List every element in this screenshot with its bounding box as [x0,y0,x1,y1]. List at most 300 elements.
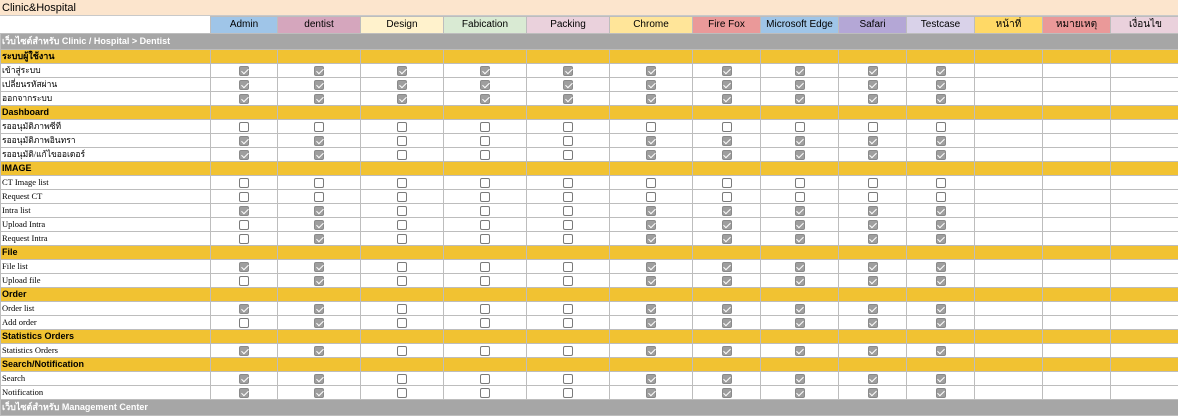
checkbox-unchecked[interactable] [563,150,573,160]
matrix-cell[interactable] [907,148,975,162]
group-cell[interactable] [527,106,610,120]
matrix-cell[interactable] [1111,344,1178,358]
column-header[interactable]: Fabication [444,17,527,34]
checkbox-unchecked[interactable] [563,262,573,272]
matrix-cell[interactable] [693,218,761,232]
column-header[interactable]: Admin [211,17,278,34]
matrix-cell[interactable] [610,148,693,162]
group-cell[interactable] [278,330,361,344]
checkbox-checked[interactable] [314,150,324,160]
checkbox-checked[interactable] [314,80,324,90]
group-cell[interactable] [907,330,975,344]
checkbox-unchecked[interactable] [480,220,490,230]
checkbox-checked[interactable] [868,346,878,356]
group-cell[interactable] [444,50,527,64]
matrix-cell[interactable] [1043,260,1111,274]
group-cell[interactable] [211,162,278,176]
matrix-cell[interactable] [839,344,907,358]
group-cell[interactable] [693,50,761,64]
matrix-cell[interactable] [839,316,907,330]
matrix-cell[interactable] [278,386,361,400]
matrix-cell[interactable] [1043,190,1111,204]
checkbox-checked[interactable] [868,150,878,160]
matrix-cell[interactable] [761,148,839,162]
matrix-cell[interactable] [761,78,839,92]
checkbox-checked[interactable] [314,318,324,328]
matrix-cell[interactable] [1043,232,1111,246]
checkbox-checked[interactable] [795,374,805,384]
group-cell[interactable] [1043,162,1111,176]
column-header[interactable]: Safari [839,17,907,34]
checkbox-unchecked[interactable] [480,304,490,314]
group-cell[interactable] [361,288,444,302]
checkbox-unchecked[interactable] [480,318,490,328]
matrix-cell[interactable] [1111,316,1178,330]
group-cell[interactable] [693,106,761,120]
group-cell[interactable] [761,246,839,260]
checkbox-unchecked[interactable] [397,150,407,160]
matrix-cell[interactable] [1043,302,1111,316]
group-cell[interactable] [975,330,1043,344]
checkbox-checked[interactable] [936,374,946,384]
checkbox-checked[interactable] [722,276,732,286]
checkbox-checked[interactable] [397,94,407,104]
checkbox-unchecked[interactable] [795,192,805,202]
matrix-cell[interactable] [1043,344,1111,358]
matrix-cell[interactable] [975,120,1043,134]
feature-name[interactable]: Order list [1,302,211,316]
matrix-cell[interactable] [444,176,527,190]
checkbox-checked[interactable] [239,346,249,356]
checkbox-checked[interactable] [722,374,732,384]
matrix-cell[interactable] [1043,218,1111,232]
group-cell[interactable] [1111,50,1178,64]
checkbox-unchecked[interactable] [563,192,573,202]
group-cell[interactable] [1111,330,1178,344]
group-cell[interactable] [610,246,693,260]
matrix-cell[interactable] [839,78,907,92]
checkbox-unchecked[interactable] [646,178,656,188]
matrix-cell[interactable] [693,372,761,386]
group-cell[interactable] [975,162,1043,176]
matrix-cell[interactable] [610,64,693,78]
checkbox-unchecked[interactable] [314,178,324,188]
group-cell[interactable] [361,50,444,64]
checkbox-checked[interactable] [795,206,805,216]
matrix-cell[interactable] [761,232,839,246]
matrix-cell[interactable] [444,274,527,288]
matrix-cell[interactable] [1043,176,1111,190]
matrix-cell[interactable] [610,120,693,134]
checkbox-checked[interactable] [646,374,656,384]
matrix-cell[interactable] [527,316,610,330]
matrix-cell[interactable] [527,176,610,190]
group-cell[interactable] [610,358,693,372]
checkbox-unchecked[interactable] [397,346,407,356]
group-cell[interactable] [278,288,361,302]
group-cell[interactable] [839,50,907,64]
matrix-cell[interactable] [610,92,693,106]
checkbox-unchecked[interactable] [239,276,249,286]
checkbox-checked[interactable] [795,234,805,244]
matrix-cell[interactable] [444,344,527,358]
checkbox-checked[interactable] [722,206,732,216]
matrix-cell[interactable] [278,176,361,190]
checkbox-checked[interactable] [936,220,946,230]
checkbox-unchecked[interactable] [397,318,407,328]
matrix-cell[interactable] [839,176,907,190]
column-header[interactable]: Microsoft Edge [761,17,839,34]
checkbox-checked[interactable] [239,66,249,76]
matrix-cell[interactable] [839,302,907,316]
group-cell[interactable] [1043,50,1111,64]
matrix-cell[interactable] [211,78,278,92]
checkbox-unchecked[interactable] [397,206,407,216]
checkbox-checked[interactable] [646,136,656,146]
matrix-cell[interactable] [610,204,693,218]
checkbox-checked[interactable] [795,94,805,104]
matrix-cell[interactable] [1111,78,1178,92]
checkbox-checked[interactable] [314,206,324,216]
checkbox-unchecked[interactable] [563,346,573,356]
matrix-cell[interactable] [1111,148,1178,162]
checkbox-unchecked[interactable] [936,178,946,188]
matrix-cell[interactable] [761,64,839,78]
checkbox-checked[interactable] [646,262,656,272]
matrix-cell[interactable] [761,92,839,106]
matrix-cell[interactable] [761,260,839,274]
matrix-cell[interactable] [839,260,907,274]
checkbox-checked[interactable] [936,234,946,244]
checkbox-checked[interactable] [314,276,324,286]
checkbox-unchecked[interactable] [563,304,573,314]
feature-name[interactable]: Upload file [1,274,211,288]
matrix-cell[interactable] [1043,204,1111,218]
matrix-cell[interactable] [211,148,278,162]
matrix-cell[interactable] [527,260,610,274]
group-cell[interactable] [761,358,839,372]
checkbox-checked[interactable] [239,150,249,160]
matrix-cell[interactable] [1043,316,1111,330]
matrix-cell[interactable] [610,176,693,190]
group-cell[interactable] [975,50,1043,64]
matrix-cell[interactable] [975,316,1043,330]
matrix-cell[interactable] [1043,64,1111,78]
group-cell[interactable] [839,162,907,176]
group-cell[interactable] [975,246,1043,260]
matrix-cell[interactable] [839,232,907,246]
group-cell[interactable] [361,246,444,260]
checkbox-checked[interactable] [868,276,878,286]
column-header[interactable]: หน้าที่ [975,17,1043,34]
group-cell[interactable] [1043,288,1111,302]
matrix-cell[interactable] [278,302,361,316]
matrix-cell[interactable] [444,386,527,400]
checkbox-unchecked[interactable] [563,318,573,328]
column-header[interactable]: เงื่อนไข [1111,17,1178,34]
matrix-cell[interactable] [693,148,761,162]
checkbox-unchecked[interactable] [480,276,490,286]
group-cell[interactable] [211,330,278,344]
checkbox-checked[interactable] [646,94,656,104]
checkbox-checked[interactable] [722,388,732,398]
checkbox-unchecked[interactable] [314,122,324,132]
checkbox-checked[interactable] [722,220,732,230]
group-cell[interactable] [761,106,839,120]
matrix-cell[interactable] [1111,176,1178,190]
group-cell[interactable] [527,246,610,260]
matrix-cell[interactable] [975,92,1043,106]
matrix-cell[interactable] [975,64,1043,78]
checkbox-checked[interactable] [563,94,573,104]
checkbox-checked[interactable] [480,80,490,90]
matrix-cell[interactable] [211,386,278,400]
matrix-cell[interactable] [278,120,361,134]
group-cell[interactable] [907,288,975,302]
matrix-cell[interactable] [975,372,1043,386]
matrix-cell[interactable] [907,260,975,274]
matrix-cell[interactable] [693,204,761,218]
checkbox-unchecked[interactable] [397,234,407,244]
matrix-cell[interactable] [839,204,907,218]
group-cell[interactable] [278,50,361,64]
matrix-cell[interactable] [761,204,839,218]
matrix-cell[interactable] [907,190,975,204]
matrix-cell[interactable] [975,218,1043,232]
matrix-cell[interactable] [693,302,761,316]
matrix-cell[interactable] [278,148,361,162]
group-cell[interactable] [527,330,610,344]
matrix-cell[interactable] [444,190,527,204]
matrix-cell[interactable] [907,372,975,386]
checkbox-checked[interactable] [397,80,407,90]
checkbox-checked[interactable] [722,66,732,76]
checkbox-checked[interactable] [722,304,732,314]
checkbox-checked[interactable] [936,66,946,76]
matrix-cell[interactable] [610,134,693,148]
matrix-cell[interactable] [1043,148,1111,162]
matrix-cell[interactable] [527,204,610,218]
matrix-cell[interactable] [907,78,975,92]
column-header[interactable]: dentist [278,17,361,34]
matrix-cell[interactable] [975,78,1043,92]
column-header[interactable]: Testcase [907,17,975,34]
matrix-cell[interactable] [1111,274,1178,288]
group-cell[interactable] [693,330,761,344]
matrix-cell[interactable] [907,120,975,134]
checkbox-checked[interactable] [722,80,732,90]
checkbox-checked[interactable] [239,206,249,216]
checkbox-unchecked[interactable] [480,192,490,202]
feature-name[interactable]: File list [1,260,211,274]
matrix-cell[interactable] [610,218,693,232]
checkbox-checked[interactable] [795,150,805,160]
group-cell[interactable] [527,358,610,372]
column-header[interactable]: หมายเหตุ [1043,17,1111,34]
checkbox-checked[interactable] [936,262,946,272]
checkbox-checked[interactable] [795,80,805,90]
matrix-cell[interactable] [839,120,907,134]
matrix-cell[interactable] [527,78,610,92]
group-cell[interactable] [610,330,693,344]
group-label[interactable]: Search/Notification [1,358,211,372]
matrix-cell[interactable] [211,260,278,274]
matrix-cell[interactable] [211,344,278,358]
group-cell[interactable] [839,288,907,302]
group-cell[interactable] [907,162,975,176]
matrix-cell[interactable] [527,274,610,288]
checkbox-unchecked[interactable] [868,178,878,188]
group-cell[interactable] [527,162,610,176]
matrix-cell[interactable] [693,176,761,190]
matrix-cell[interactable] [975,344,1043,358]
feature-name[interactable]: Request Intra [1,232,211,246]
feature-name[interactable]: CT Image list [1,176,211,190]
matrix-cell[interactable] [211,302,278,316]
checkbox-unchecked[interactable] [239,318,249,328]
matrix-cell[interactable] [361,176,444,190]
group-cell[interactable] [1043,330,1111,344]
matrix-cell[interactable] [839,386,907,400]
matrix-cell[interactable] [1043,120,1111,134]
matrix-cell[interactable] [693,274,761,288]
matrix-cell[interactable] [610,274,693,288]
matrix-cell[interactable] [610,232,693,246]
checkbox-unchecked[interactable] [795,178,805,188]
matrix-cell[interactable] [610,190,693,204]
matrix-cell[interactable] [907,302,975,316]
group-cell[interactable] [1111,358,1178,372]
section-label[interactable]: เว็บไซต์สำหรับ Clinic / Hospital > Dentist [1,34,1178,50]
group-cell[interactable] [839,106,907,120]
matrix-cell[interactable] [361,316,444,330]
matrix-cell[interactable] [278,204,361,218]
matrix-cell[interactable] [839,134,907,148]
checkbox-checked[interactable] [868,388,878,398]
matrix-cell[interactable] [1111,232,1178,246]
checkbox-checked[interactable] [314,304,324,314]
matrix-cell[interactable] [444,92,527,106]
matrix-cell[interactable] [761,218,839,232]
matrix-cell[interactable] [211,232,278,246]
checkbox-checked[interactable] [722,262,732,272]
group-cell[interactable] [361,330,444,344]
checkbox-checked[interactable] [239,262,249,272]
checkbox-unchecked[interactable] [397,136,407,146]
checkbox-unchecked[interactable] [480,346,490,356]
checkbox-unchecked[interactable] [314,192,324,202]
matrix-cell[interactable] [610,260,693,274]
matrix-cell[interactable] [761,302,839,316]
group-label[interactable]: Statistics Orders [1,330,211,344]
matrix-cell[interactable] [610,344,693,358]
checkbox-checked[interactable] [868,318,878,328]
matrix-cell[interactable] [1043,134,1111,148]
checkbox-unchecked[interactable] [397,178,407,188]
group-cell[interactable] [1043,106,1111,120]
group-cell[interactable] [1111,162,1178,176]
group-cell[interactable] [444,288,527,302]
checkbox-checked[interactable] [563,66,573,76]
matrix-cell[interactable] [361,148,444,162]
group-cell[interactable] [211,50,278,64]
checkbox-checked[interactable] [646,304,656,314]
matrix-cell[interactable] [761,274,839,288]
group-cell[interactable] [211,106,278,120]
checkbox-checked[interactable] [314,234,324,244]
matrix-cell[interactable] [444,302,527,316]
matrix-cell[interactable] [693,78,761,92]
matrix-cell[interactable] [761,134,839,148]
checkbox-unchecked[interactable] [936,192,946,202]
checkbox-unchecked[interactable] [480,122,490,132]
matrix-cell[interactable] [278,372,361,386]
group-label[interactable]: Dashboard [1,106,211,120]
group-cell[interactable] [278,106,361,120]
checkbox-unchecked[interactable] [480,136,490,146]
checkbox-unchecked[interactable] [868,122,878,132]
checkbox-checked[interactable] [722,94,732,104]
group-cell[interactable] [693,358,761,372]
matrix-cell[interactable] [211,92,278,106]
checkbox-checked[interactable] [936,80,946,90]
matrix-cell[interactable] [907,204,975,218]
matrix-cell[interactable] [361,92,444,106]
group-cell[interactable] [839,330,907,344]
checkbox-unchecked[interactable] [646,122,656,132]
checkbox-unchecked[interactable] [239,234,249,244]
checkbox-checked[interactable] [314,374,324,384]
column-header[interactable]: Design [361,17,444,34]
checkbox-checked[interactable] [868,374,878,384]
checkbox-checked[interactable] [646,234,656,244]
matrix-cell[interactable] [1111,134,1178,148]
checkbox-checked[interactable] [239,136,249,146]
matrix-cell[interactable] [907,64,975,78]
matrix-cell[interactable] [527,386,610,400]
matrix-cell[interactable] [975,386,1043,400]
matrix-cell[interactable] [444,316,527,330]
matrix-cell[interactable] [1043,78,1111,92]
group-cell[interactable] [907,246,975,260]
group-cell[interactable] [1111,246,1178,260]
matrix-cell[interactable] [361,190,444,204]
matrix-cell[interactable] [278,316,361,330]
group-cell[interactable] [610,162,693,176]
matrix-cell[interactable] [907,176,975,190]
checkbox-checked[interactable] [868,136,878,146]
matrix-cell[interactable] [839,218,907,232]
checkbox-checked[interactable] [868,206,878,216]
matrix-cell[interactable] [444,218,527,232]
checkbox-unchecked[interactable] [563,206,573,216]
checkbox-unchecked[interactable] [480,178,490,188]
matrix-cell[interactable] [211,176,278,190]
matrix-cell[interactable] [527,372,610,386]
matrix-cell[interactable] [975,232,1043,246]
matrix-cell[interactable] [761,176,839,190]
matrix-cell[interactable] [444,120,527,134]
group-cell[interactable] [975,288,1043,302]
checkbox-unchecked[interactable] [397,276,407,286]
matrix-cell[interactable] [444,148,527,162]
matrix-cell[interactable] [1111,372,1178,386]
matrix-cell[interactable] [1111,64,1178,78]
matrix-cell[interactable] [361,232,444,246]
matrix-cell[interactable] [278,260,361,274]
checkbox-checked[interactable] [646,150,656,160]
matrix-cell[interactable] [361,372,444,386]
